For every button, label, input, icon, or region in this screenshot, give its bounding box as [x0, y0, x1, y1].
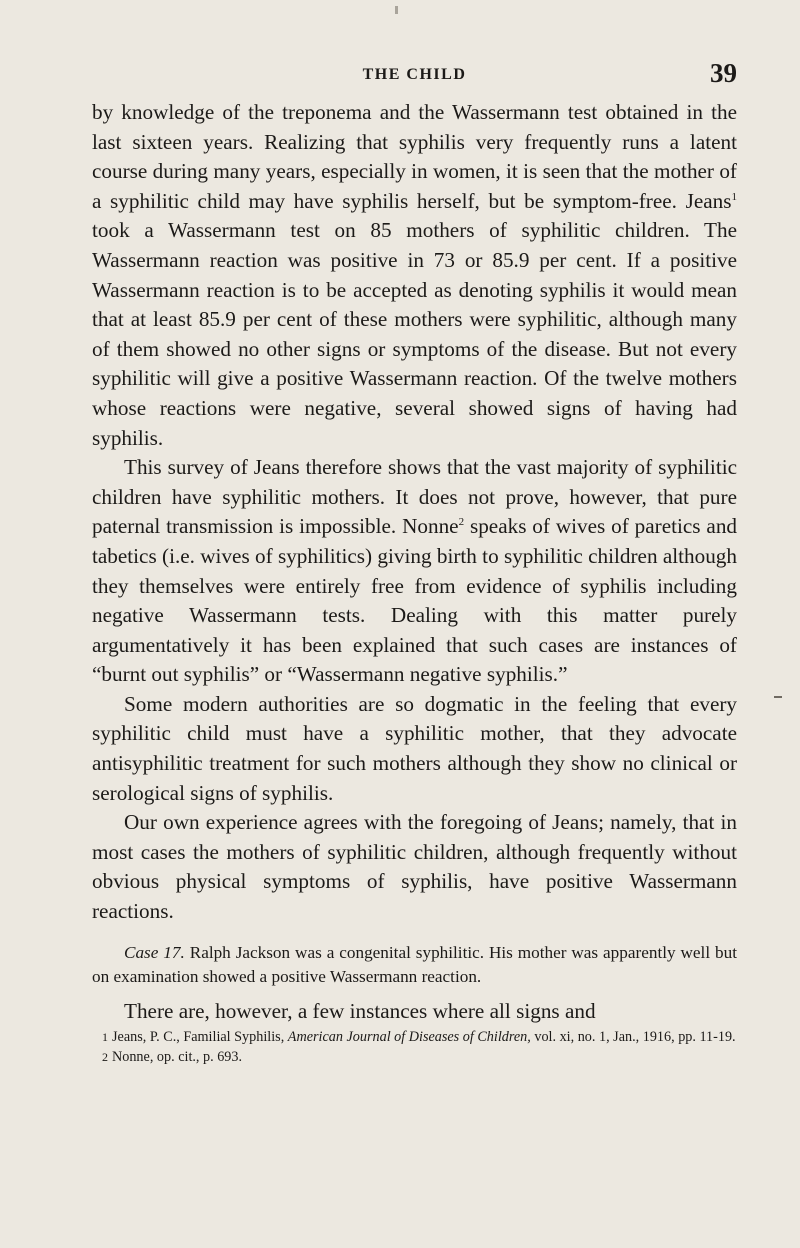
paragraph-3: Some modern authorities are so dogmatic in the feeling that every syphilitic child must have a syphilitic mother, that they advocate antisyphilitic treatment for such mothers although they show no clinical or serological signs of syphilis. [92, 691, 737, 805]
page-number: 39 [710, 58, 737, 88]
case-label: Case 17. [124, 942, 185, 962]
footnote-2-number: 2 [102, 1049, 108, 1064]
body-text [92, 98, 737, 1067]
case-text: Ralph Jackson was a congenital syphilitic. His mother was apparently well but on examination showed a positive Wassermann reaction. [92, 942, 737, 986]
paragraph-2-text-b: speaks of wives of paretics and tabetics (i.e. wives of syphilitics) giving birth to syphilitic children although they themselves were entirely free from evidence of syphilis including negative Wassermann tests. Dealing with this matter purely argumentatively it has been explained that such cases are instances of “burnt out syphilis” or “Wassermann negative syphilis.” [92, 514, 738, 687]
footnote-1-number: 1 [102, 1030, 108, 1045]
footnote-1 [92, 1028, 737, 1048]
page-header [92, 58, 737, 94]
paragraph-4: Our own experience agrees with the foregoing of Jeans; namely, that in most cases the mothers of syphilitic children, although frequently without obvious physical symptoms of syphilis, have positive Wassermann reactions. [92, 810, 737, 924]
paragraph-2-text-a: This survey of Jeans therefore shows that the vast majority of syphilitic children have syphilitic mothers. It does not prove, however, that pure paternal transmission is impossible. Nonne [92, 455, 737, 539]
paragraph-2 [92, 453, 737, 690]
footnotes [92, 1028, 737, 1067]
paragraph-1 [92, 98, 737, 453]
running-head: THE CHILD [362, 66, 467, 83]
margin-mark [774, 696, 782, 698]
paragraph-5: There are, however, a few instances where all signs and [124, 998, 596, 1023]
footnote-1-text-b: vol. xi, no. 1, Jan., 1916, pp. 11-19. [530, 1029, 736, 1046]
top-speck [395, 6, 398, 14]
paragraph-1-text-b: took a Wassermann test on 85 mothers of syphilitic children. The Wassermann reaction was positive in 73 or 85.9 per cent. If a positive Wassermann reaction is to be accepted as denoting syphilis it would mean that at least 85.9 per cent of these mothers were syphilitic, although many of them showed no other signs or symptoms of the disease. But not every syphilitic will give a positive Wassermann reaction. Of the twelve mothers whose reactions were negative, several showed signs of having had syphilis. [92, 218, 737, 450]
footnote-2-text: Nonne, op. cit., p. 693. [112, 1048, 243, 1065]
case-report [92, 941, 737, 989]
footnote-ref-2: 2 [458, 516, 465, 529]
paragraph-1-text-a: by knowledge of the treponema and the Wassermann test obtained in the last sixteen years. Realizing that syphilis very frequently runs a latent course during many years, especially in women, it is seen that the mother of a syphilitic child may have syphilis herself, but be symptom-free. Jeans [92, 100, 737, 213]
footnote-1-journal: American Journal of Diseases of Children, [287, 1029, 531, 1046]
footnote-1-text-a: Jeans, P. C., Familial Syphilis, [112, 1029, 288, 1046]
footnote-2 [92, 1048, 737, 1068]
footnote-ref-1: 1 [731, 190, 737, 203]
